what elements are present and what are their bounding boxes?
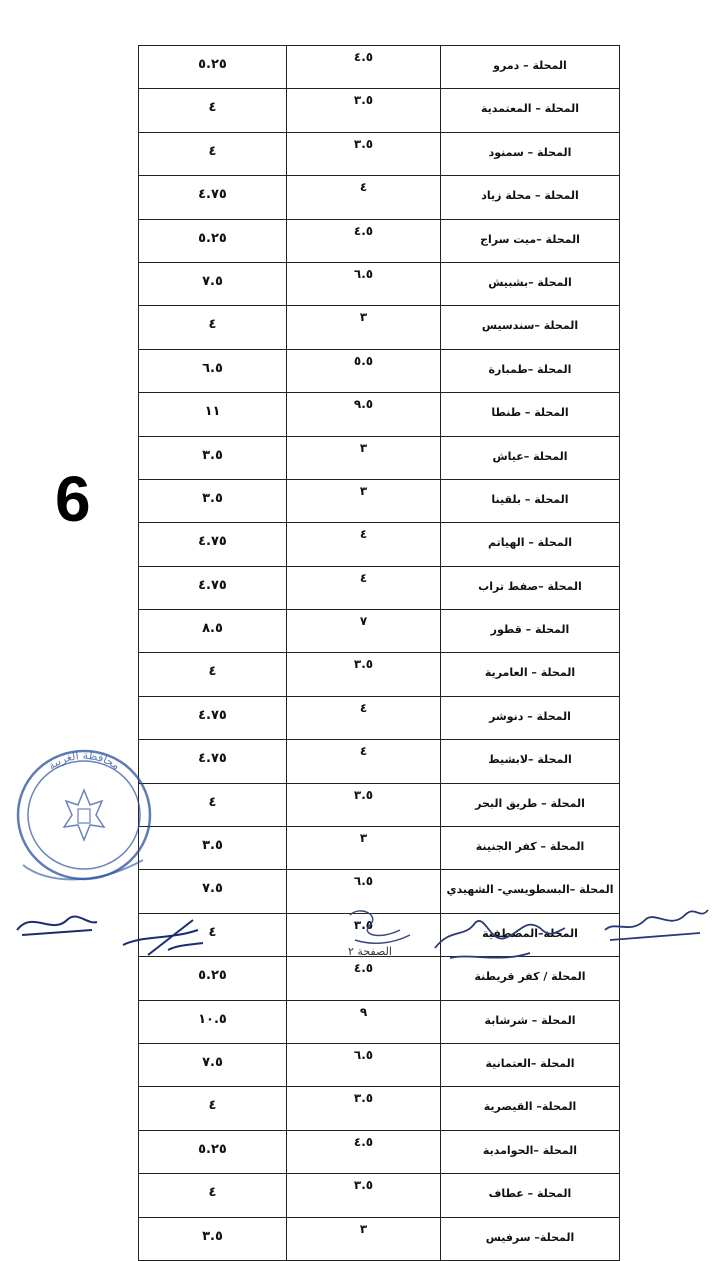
fare-row (139, 479, 620, 522)
old-fare-cell: ٧ (287, 610, 441, 653)
old-fare-cell: ٦.٥ (287, 262, 441, 305)
old-fare-cell: ٣ (287, 479, 441, 522)
route-cell: المحلة – طنطا (441, 393, 620, 436)
route-cell: المحلة – العامرية (441, 653, 620, 696)
old-fare-cell: ٣.٥ (287, 132, 441, 175)
official-stamp (8, 735, 158, 895)
route-cell: المحلة – المعتمدية (441, 89, 620, 132)
route-cell: المحلة –لابشيط (441, 740, 620, 783)
stamp-text: محافظة الغربية (45, 748, 123, 773)
new-fare-cell: ٤ (139, 653, 287, 696)
new-fare-cell: ٧.٥ (139, 262, 287, 305)
fare-row (139, 1217, 620, 1260)
old-fare-cell: ٣.٥ (287, 1087, 441, 1130)
new-fare-cell: ١١ (139, 393, 287, 436)
new-fare-cell: ٤ (139, 1174, 287, 1217)
old-fare-cell: ٤.٥ (287, 1130, 441, 1173)
new-fare-cell: ٣.٥ (139, 479, 287, 522)
fare-row (139, 1000, 620, 1043)
route-cell: المحلة – سمنود (441, 132, 620, 175)
fare-row (139, 1174, 620, 1217)
old-fare-cell: ٣.٥ (287, 1174, 441, 1217)
new-fare-cell: ٧.٥ (139, 870, 287, 913)
route-cell: المحلة – شرشابة (441, 1000, 620, 1043)
new-fare-cell: ١٠.٥ (139, 1000, 287, 1043)
fare-row (139, 1087, 620, 1130)
new-fare-cell: ٤ (139, 1087, 287, 1130)
old-fare-cell: ٤ (287, 176, 441, 219)
new-fare-cell: ٤ (139, 783, 287, 826)
route-cell: المحلة –طمبارة (441, 349, 620, 392)
new-fare-cell: ٥.٢٥ (139, 219, 287, 262)
old-fare-cell: ٤.٥ (287, 957, 441, 1000)
new-fare-cell: ٤.٧٥ (139, 523, 287, 566)
old-fare-cell: ٤ (287, 740, 441, 783)
fare-row (139, 436, 620, 479)
fare-row (139, 827, 620, 870)
fare-row (139, 219, 620, 262)
old-fare-cell: ٣ (287, 436, 441, 479)
fare-row (139, 132, 620, 175)
route-cell: المحلة – قطور (441, 610, 620, 653)
fare-row (139, 1130, 620, 1173)
fare-row (139, 696, 620, 739)
signature-second (118, 915, 208, 960)
new-fare-cell: ٨.٥ (139, 610, 287, 653)
old-fare-cell: ٣.٥ (287, 783, 441, 826)
new-fare-cell: ٤.٧٥ (139, 740, 287, 783)
old-fare-cell: ٩ (287, 1000, 441, 1043)
old-fare-cell: ٤ (287, 566, 441, 609)
signature-middle (340, 905, 420, 950)
fare-row (139, 176, 620, 219)
fare-row (139, 523, 620, 566)
fare-row (139, 566, 620, 609)
route-cell: المحلة –الحوامدية (441, 1130, 620, 1173)
route-cell: المحلة–المصطفية (441, 913, 620, 956)
old-fare-cell: ٣.٥ (287, 89, 441, 132)
route-cell: المحلة –العتمانية (441, 1043, 620, 1086)
old-fare-cell: ٤.٥ (287, 46, 441, 89)
new-fare-cell: ٦.٥ (139, 349, 287, 392)
new-fare-cell: ٣.٥ (139, 827, 287, 870)
old-fare-cell: ٤.٥ (287, 219, 441, 262)
new-fare-cell: ٣.٥ (139, 1217, 287, 1260)
old-fare-cell: ٣ (287, 306, 441, 349)
signature-right (600, 895, 710, 945)
old-fare-cell: ٣ (287, 1217, 441, 1260)
route-cell: المحلة – دنوشر (441, 696, 620, 739)
route-cell: المحلة– القيصرية (441, 1087, 620, 1130)
new-fare-cell: ٤ (139, 913, 287, 956)
route-cell: المحلة– سرفيس (441, 1217, 620, 1260)
old-fare-cell: ٦.٥ (287, 870, 441, 913)
fare-row (139, 783, 620, 826)
page-number-label: الصفحة ٢ (348, 945, 392, 958)
new-fare-cell: ٧.٥ (139, 1043, 287, 1086)
signature-left (12, 900, 102, 940)
fare-row (139, 653, 620, 696)
new-fare-cell: ٤ (139, 306, 287, 349)
old-fare-cell: ٣.٥ (287, 653, 441, 696)
old-fare-cell: ٩.٥ (287, 393, 441, 436)
route-cell: المحلة – عطاف (441, 1174, 620, 1217)
route-cell: المحلة – الهياتم (441, 523, 620, 566)
new-fare-cell: ٥.٢٥ (139, 1130, 287, 1173)
route-cell: المحلة – كفر الجنينة (441, 827, 620, 870)
old-fare-cell: ٣.٥ (287, 913, 441, 956)
fare-row (139, 262, 620, 305)
old-fare-cell: ٥.٥ (287, 349, 441, 392)
fare-row (139, 610, 620, 653)
fare-row (139, 89, 620, 132)
signature-right-center (430, 908, 570, 968)
handwritten-page-mark: 6 (55, 463, 91, 535)
fare-row (139, 740, 620, 783)
fare-row (139, 393, 620, 436)
fare-table (138, 45, 620, 1261)
old-fare-cell: ٤ (287, 696, 441, 739)
old-fare-cell: ٦.٥ (287, 1043, 441, 1086)
old-fare-cell: ٤ (287, 523, 441, 566)
route-cell: المحلة – دمرو (441, 46, 620, 89)
fare-row (139, 1043, 620, 1086)
fare-row (139, 46, 620, 89)
route-cell: المحلة –ميت سراج (441, 219, 620, 262)
route-cell: المحلة / كفر قريطنة (441, 957, 620, 1000)
route-cell: المحلة –البسطويسي- الشهيدي (441, 870, 620, 913)
route-cell: المحلة – محلة زياد (441, 176, 620, 219)
route-cell: المحلة –بشبيش (441, 262, 620, 305)
route-cell: المحلة –عياش (441, 436, 620, 479)
old-fare-cell: ٣ (287, 827, 441, 870)
new-fare-cell: ٤ (139, 89, 287, 132)
new-fare-cell: ٤.٧٥ (139, 696, 287, 739)
route-cell: المحلة – طريق البحر (441, 783, 620, 826)
svg-text:محافظة الغربية (46, 749, 123, 773)
route-cell: المحلة – بلقينا (441, 479, 620, 522)
new-fare-cell: ٤.٧٥ (139, 176, 287, 219)
new-fare-cell: ٤ (139, 132, 287, 175)
new-fare-cell: ٤.٧٥ (139, 566, 287, 609)
eagle-emblem-icon (64, 790, 104, 840)
new-fare-cell: ٣.٥ (139, 436, 287, 479)
fare-row (139, 306, 620, 349)
fare-row (139, 349, 620, 392)
fare-table-body (139, 46, 620, 1261)
new-fare-cell: ٥.٢٥ (139, 46, 287, 89)
route-cell: المحلة –صفط تراب (441, 566, 620, 609)
new-fare-cell: ٥.٢٥ (139, 957, 287, 1000)
route-cell: المحلة –سندسيس (441, 306, 620, 349)
